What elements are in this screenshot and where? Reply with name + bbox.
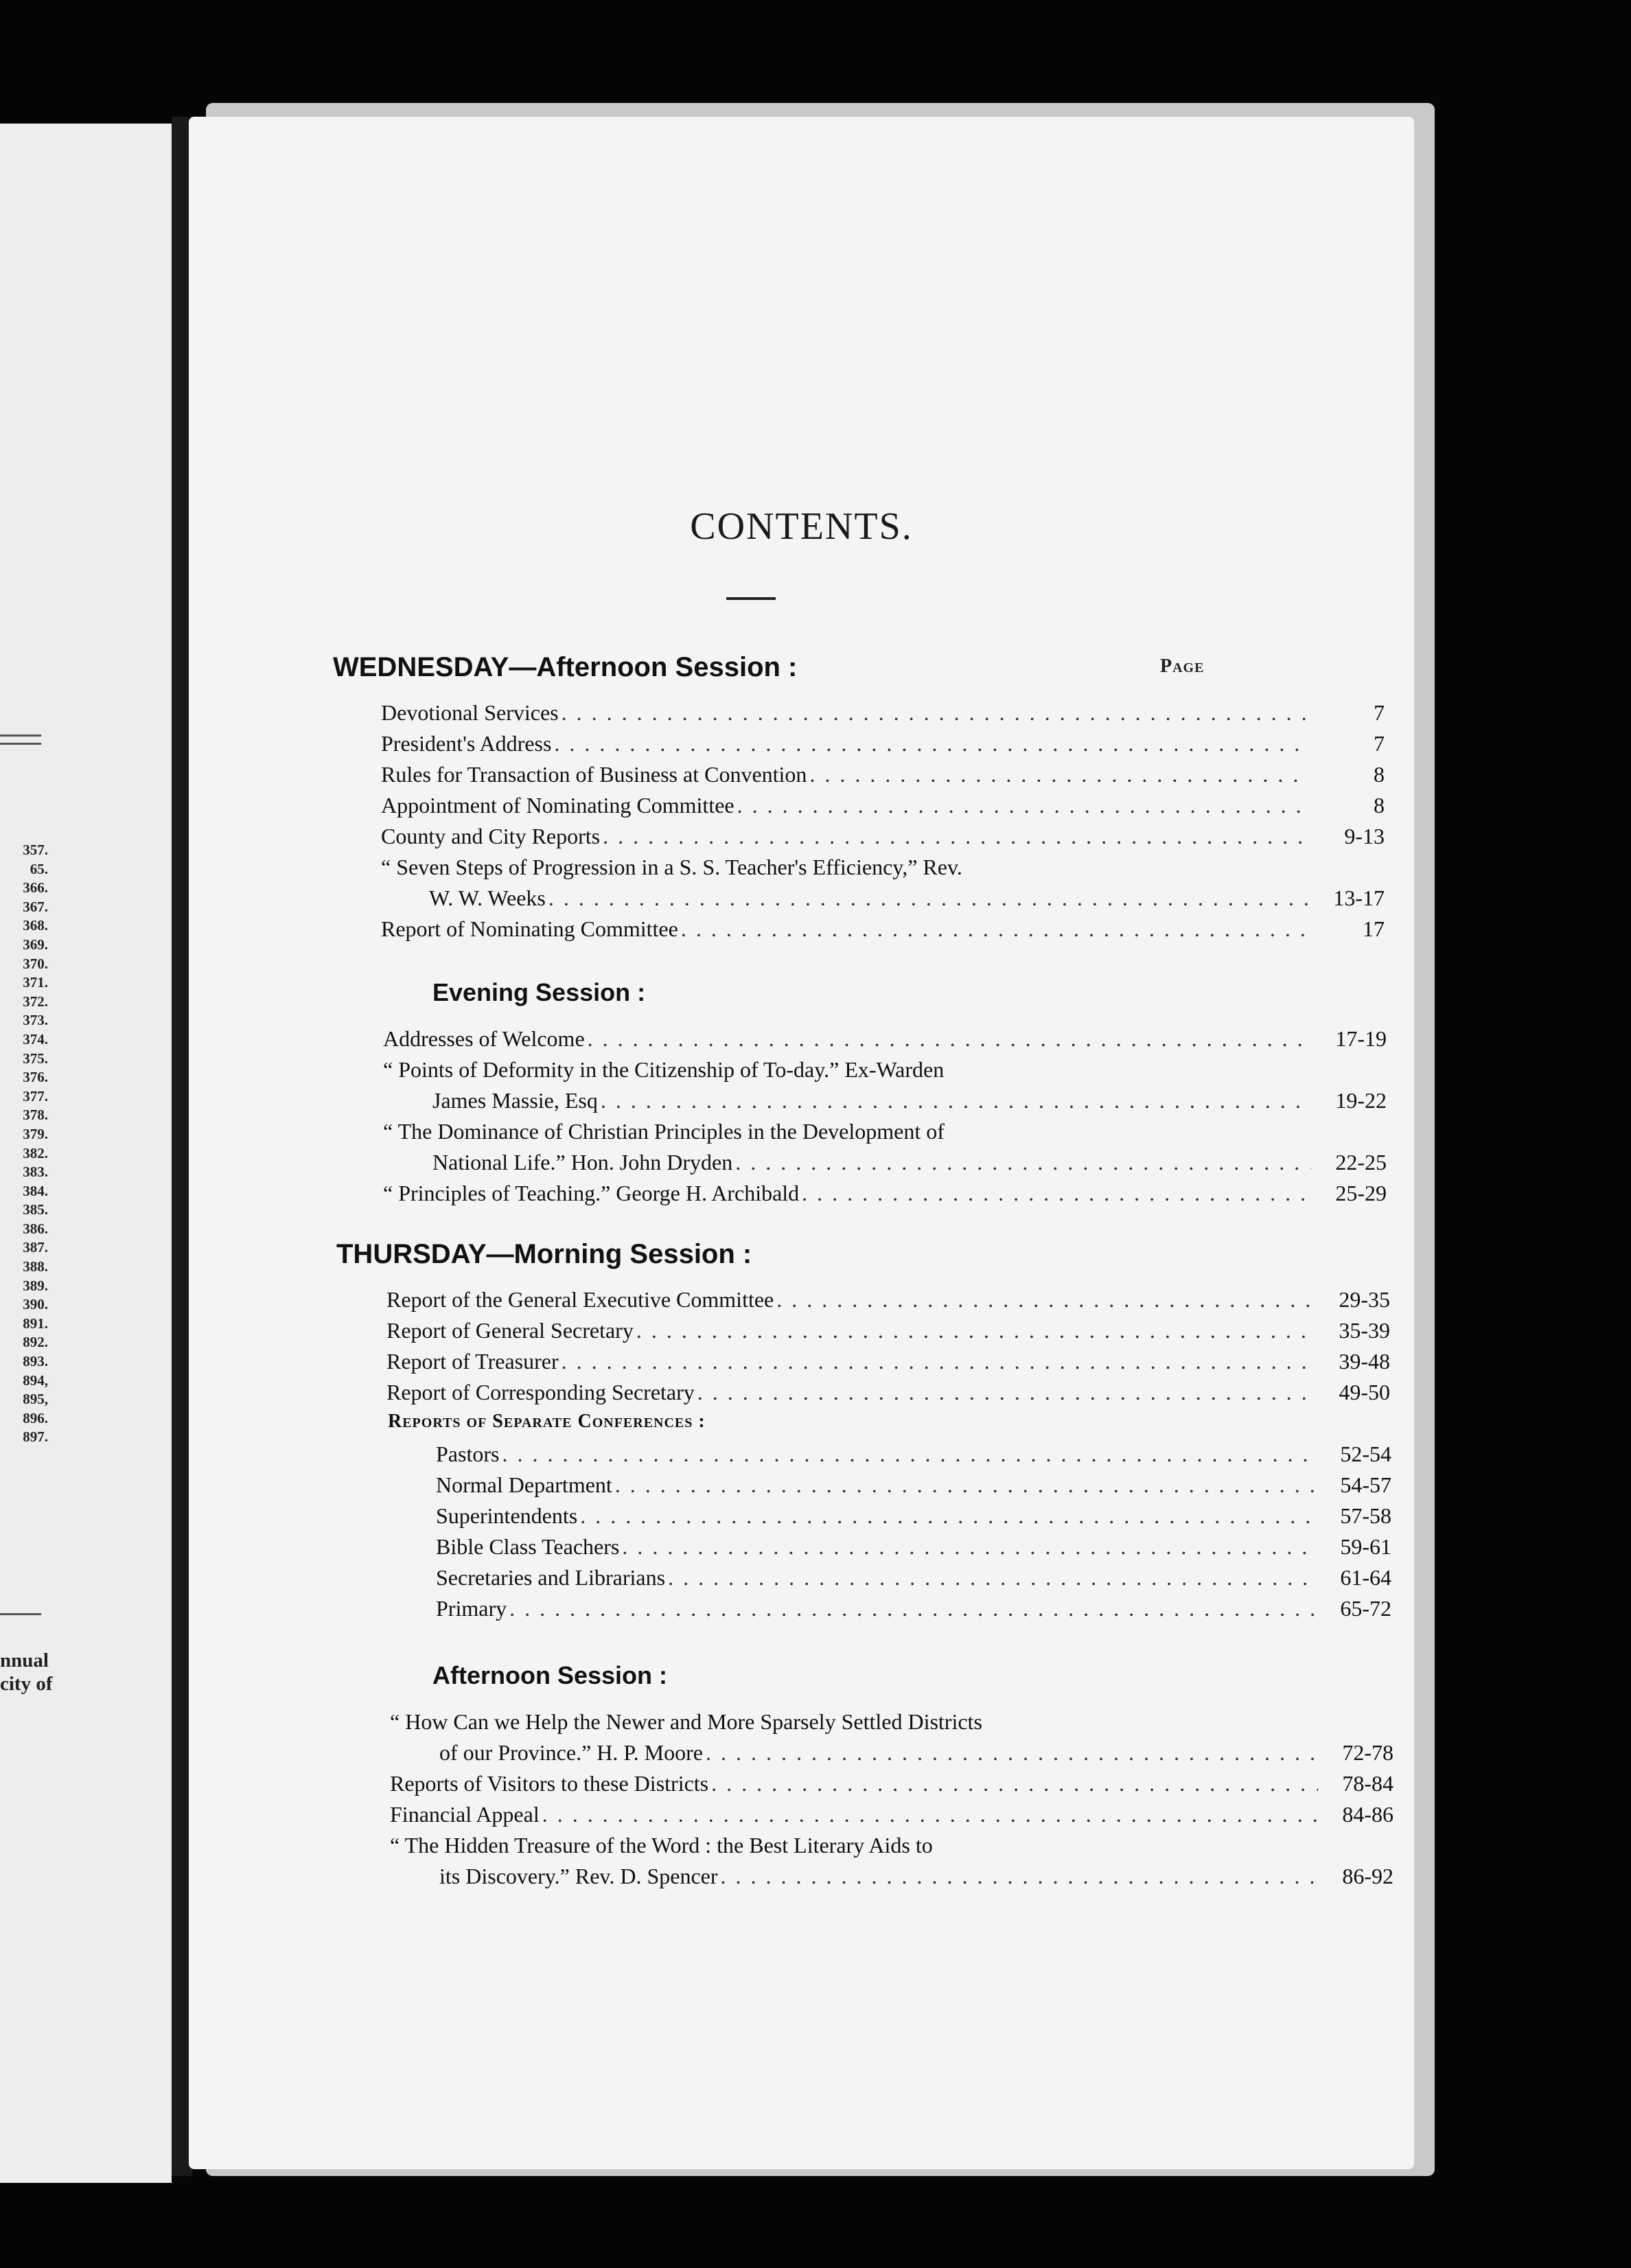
- entry-page: 25-29: [1335, 1181, 1387, 1205]
- leader-dots: [559, 700, 1309, 726]
- entry-label: of our Province.” H. P. Moore: [439, 1740, 703, 1765]
- year-entry: 896.: [23, 1409, 48, 1426]
- leader-dots: [678, 916, 1309, 942]
- left-page-rule: [0, 743, 41, 745]
- leader-dots: [799, 1181, 1311, 1206]
- toc-entry: [386, 1380, 1390, 1405]
- entry-page: 65-72: [1340, 1596, 1391, 1621]
- entry-label: Addresses of Welcome: [383, 1026, 585, 1051]
- entry-page: 52-54: [1340, 1442, 1391, 1466]
- year-entry: 371.: [23, 974, 48, 991]
- entry-label: W. W. Weeks: [429, 886, 546, 910]
- entry-label: Report of General Secretary: [386, 1318, 634, 1343]
- entry-page: 29-35: [1339, 1287, 1390, 1312]
- left-page-year-list: [0, 841, 48, 1447]
- entry-label: Superintendents: [436, 1503, 578, 1528]
- year-entry: 370.: [23, 955, 48, 972]
- entry-first-line: “ Seven Steps of Progression in a S. S. Teacher's Efficiency,” Rev.: [381, 855, 962, 879]
- entry-page: 22-25: [1335, 1150, 1387, 1174]
- entry-page: 7: [1374, 731, 1385, 756]
- entry-page: 86-92: [1342, 1864, 1393, 1888]
- section-heading: THURSDAY—Morning Session :: [336, 1239, 752, 1269]
- entry-label: Rules for Transaction of Business at Convention: [381, 762, 807, 787]
- entry-page: 8: [1374, 793, 1385, 818]
- year-entry: 377.: [23, 1087, 48, 1104]
- toc-entry: [429, 886, 1385, 911]
- leader-dots: [734, 793, 1309, 818]
- entry-label: Secretaries and Librarians: [436, 1565, 666, 1590]
- toc-entry: [439, 1740, 1393, 1766]
- entry-label: Report of Nominating Committee: [381, 916, 678, 941]
- year-entry: 375.: [23, 1050, 48, 1067]
- title-rule: [726, 597, 776, 600]
- leader-dots: [619, 1534, 1316, 1560]
- section-heading: WEDNESDAY—Afternoon Session :: [333, 652, 798, 682]
- entry-page: 19-22: [1335, 1088, 1387, 1113]
- year-entry: 389.: [23, 1277, 48, 1294]
- leader-dots: [612, 1472, 1316, 1498]
- entry-first-line: “ The Dominance of Christian Principles in the Development of: [383, 1119, 945, 1144]
- leader-dots: [546, 886, 1309, 911]
- entry-label: County and City Reports: [381, 824, 601, 848]
- toc-entry: [436, 1534, 1391, 1560]
- entry-label: Financial Appeal: [390, 1802, 540, 1827]
- year-entry: 373.: [23, 1012, 48, 1029]
- leader-dots: [507, 1596, 1316, 1621]
- entry-label: National Life.” Hon. John Dryden: [432, 1150, 733, 1174]
- leader-dots: [577, 1503, 1316, 1529]
- year-entry: 379.: [23, 1125, 48, 1142]
- year-entry: 897.: [23, 1428, 48, 1446]
- entry-page: 78-84: [1342, 1771, 1393, 1796]
- entry-page: 9-13: [1344, 824, 1385, 848]
- year-entry: 383.: [23, 1164, 48, 1181]
- entry-label: “ Principles of Teaching.” George H. Archibald: [383, 1181, 800, 1205]
- toc-entry: [432, 1088, 1387, 1113]
- toc-entry: [436, 1503, 1391, 1529]
- year-entry: 65.: [30, 860, 48, 877]
- entry-label: its Discovery.” Rev. D. Spencer: [439, 1864, 718, 1888]
- toc-entry: [386, 1318, 1390, 1343]
- leader-dots: [551, 731, 1309, 756]
- entry-label: Bible Class Teachers: [436, 1534, 620, 1559]
- toc-entry: [381, 731, 1385, 756]
- entry-label: Appointment of Nominating Committee: [381, 793, 734, 818]
- entry-page: 17: [1363, 916, 1385, 941]
- page-title: CONTENTS.: [690, 505, 913, 548]
- section-heading: Afternoon Session :: [432, 1661, 668, 1689]
- entry-page: 35-39: [1339, 1318, 1390, 1343]
- year-entry: 378.: [23, 1107, 48, 1124]
- entry-page: 59-61: [1340, 1534, 1391, 1559]
- toc-entry: [381, 762, 1385, 787]
- entry-page: 54-57: [1340, 1472, 1391, 1497]
- entry-page: 49-50: [1339, 1380, 1390, 1404]
- contents-page: [189, 117, 1414, 2169]
- year-entry: 376.: [23, 1069, 48, 1086]
- entry-label: Report of Treasurer: [386, 1349, 559, 1374]
- year-entry: 390.: [23, 1296, 48, 1313]
- toc-entry: [390, 1771, 1393, 1796]
- year-entry: 891.: [23, 1315, 48, 1332]
- toc-entry: [436, 1565, 1391, 1590]
- year-entry: 367.: [23, 898, 48, 915]
- tail-line: nnual: [0, 1650, 49, 1671]
- toc-entry: [436, 1442, 1391, 1467]
- leader-dots: [540, 1802, 1318, 1827]
- toc-entry: [383, 1026, 1387, 1052]
- subsection-heading: Reports of Separate Conferences :: [388, 1411, 706, 1432]
- toc-entry: [381, 824, 1385, 849]
- entry-page: 61-64: [1340, 1565, 1391, 1590]
- entry-page: 84-86: [1342, 1802, 1393, 1827]
- year-entry: 386.: [23, 1220, 48, 1237]
- entry-page: 7: [1374, 700, 1385, 725]
- year-entry: 892.: [23, 1334, 48, 1351]
- year-entry: 374.: [23, 1030, 48, 1048]
- leader-dots: [708, 1771, 1318, 1796]
- left-page-rule: [0, 734, 41, 737]
- toc-entry: [436, 1596, 1391, 1621]
- entry-label: Report of the General Executive Committee: [386, 1287, 774, 1312]
- leader-dots: [807, 762, 1309, 787]
- leader-dots: [732, 1150, 1311, 1175]
- year-entry: 385.: [23, 1201, 48, 1218]
- entry-page: 8: [1374, 762, 1385, 787]
- leader-dots: [695, 1380, 1315, 1405]
- left-page-tail-text: [0, 1649, 53, 1696]
- tail-line: city of: [0, 1673, 53, 1695]
- leader-dots: [703, 1740, 1318, 1766]
- entry-label: Devotional Services: [381, 700, 559, 725]
- entry-label: Primary: [436, 1596, 507, 1621]
- entry-label: President's Address: [381, 731, 552, 756]
- leader-dots: [665, 1565, 1316, 1590]
- entry-first-line: “ Points of Deformity in the Citizenship of To-day.” Ex-Warden: [383, 1057, 945, 1082]
- toc-entry: [436, 1472, 1391, 1498]
- leader-dots: [598, 1088, 1311, 1113]
- entry-page: 17-19: [1335, 1026, 1387, 1051]
- toc-entry: [432, 1150, 1387, 1175]
- leader-dots: [718, 1864, 1318, 1889]
- toc-entry: [386, 1349, 1390, 1374]
- leader-dots: [600, 824, 1309, 849]
- entry-label: James Massie, Esq: [432, 1088, 598, 1113]
- year-entry: 894,: [23, 1372, 48, 1389]
- year-entry: 382.: [23, 1144, 48, 1161]
- year-entry: 357.: [23, 842, 48, 858]
- toc-entry: [439, 1864, 1393, 1889]
- entry-page: 72-78: [1342, 1740, 1393, 1765]
- entry-page: 39-48: [1339, 1349, 1390, 1374]
- entry-label: Normal Department: [436, 1472, 612, 1497]
- entry-label: Report of Corresponding Secretary: [386, 1380, 695, 1404]
- leader-dots: [499, 1442, 1316, 1467]
- leader-dots: [634, 1318, 1315, 1343]
- year-entry: 895,: [23, 1391, 48, 1408]
- entry-page: 13-17: [1333, 886, 1385, 910]
- toc-entry: [390, 1802, 1393, 1827]
- entry-first-line: “ How Can we Help the Newer and More Sparsely Settled Districts: [390, 1709, 982, 1734]
- entry-label: Reports of Visitors to these Districts: [390, 1771, 709, 1796]
- entry-page: 57-58: [1340, 1503, 1391, 1528]
- page-column-header: Page: [1160, 656, 1205, 677]
- entry-first-line: “ The Hidden Treasure of the Word : the Best Literary Aids to: [390, 1833, 933, 1858]
- leader-dots: [559, 1349, 1315, 1374]
- toc-entry: [386, 1287, 1390, 1312]
- leader-dots: [585, 1026, 1311, 1052]
- left-page-rule: [0, 1613, 41, 1615]
- year-entry: 388.: [23, 1258, 48, 1275]
- year-entry: 384.: [23, 1182, 48, 1199]
- year-entry: 387.: [23, 1239, 48, 1256]
- toc-entry: [383, 1181, 1387, 1206]
- year-entry: 368.: [23, 917, 48, 934]
- left-page-fragment: [0, 124, 172, 2183]
- year-entry: 372.: [23, 993, 48, 1010]
- section-heading: Evening Session :: [432, 978, 646, 1006]
- toc-entry: [381, 793, 1385, 818]
- leader-dots: [774, 1287, 1315, 1312]
- toc-entry: [381, 700, 1385, 726]
- entry-label: Pastors: [436, 1442, 500, 1466]
- toc-entry: [381, 916, 1385, 942]
- year-entry: 366.: [23, 879, 48, 896]
- year-entry: 893.: [23, 1353, 48, 1370]
- year-entry: 369.: [23, 936, 48, 953]
